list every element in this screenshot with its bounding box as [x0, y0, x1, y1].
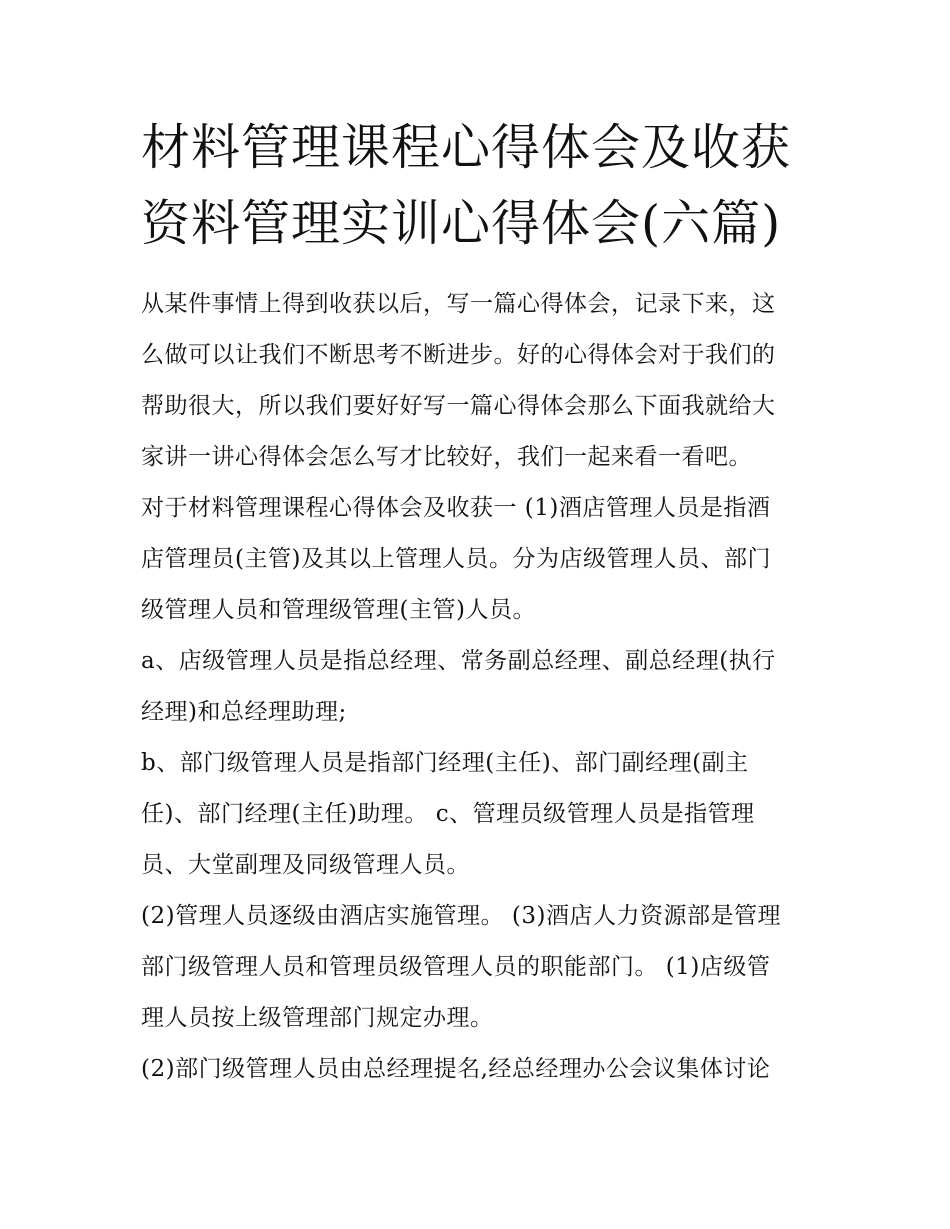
document-body	[141, 279, 821, 1095]
body-line: 级管理人员和管理级管理(主管)人员。	[141, 597, 536, 623]
body-line: 店管理员(主管)及其以上管理人员。分为店级管理人员、部门	[141, 546, 771, 572]
document-title	[141, 110, 821, 262]
body-line: a、店级管理人员是指总经理、常务副总经理、副总经理(执行	[141, 648, 776, 674]
body-line: 家讲一讲心得体会怎么写才比较好，我们一起来看一看吧。	[141, 444, 752, 470]
title-line-2: 资料管理实训心得体会(六篇)	[141, 195, 782, 252]
body-line: 理人员按上级管理部门规定办理。	[141, 1005, 494, 1031]
body-line: (2)部门级管理人员由总经理提名,经总经理办公会议集体讨论	[141, 1056, 771, 1082]
body-line: 对于材料管理课程心得体会及收获一 (1)酒店管理人员是指酒	[141, 495, 771, 521]
body-line: 部门级管理人员和管理员级管理人员的职能部门。 (1)店级管	[141, 954, 771, 980]
body-line: (2)管理人员逐级由酒店实施管理。 (3)酒店人力资源部是管理	[141, 903, 781, 929]
body-line: 么做可以让我们不断思考不断进步。好的心得体会对于我们的	[141, 342, 776, 368]
body-line: 帮助很大，所以我们要好好写一篇心得体会那么下面我就给大	[141, 393, 776, 419]
body-line: 任)、部门经理(主任)助理。 c、管理员级管理人员是指管理	[141, 801, 755, 827]
body-line: 经理)和总经理助理;	[141, 699, 347, 725]
title-line-1: 材料管理课程心得体会及收获	[141, 119, 792, 176]
body-line: 员、大堂副理及同级管理人员。	[141, 852, 470, 878]
body-line: b、部门级管理人员是指部门经理(主任)、部门副经理(副主	[141, 750, 749, 776]
body-line: 从某件事情上得到收获以后，写一篇心得体会，记录下来，这	[141, 291, 776, 317]
